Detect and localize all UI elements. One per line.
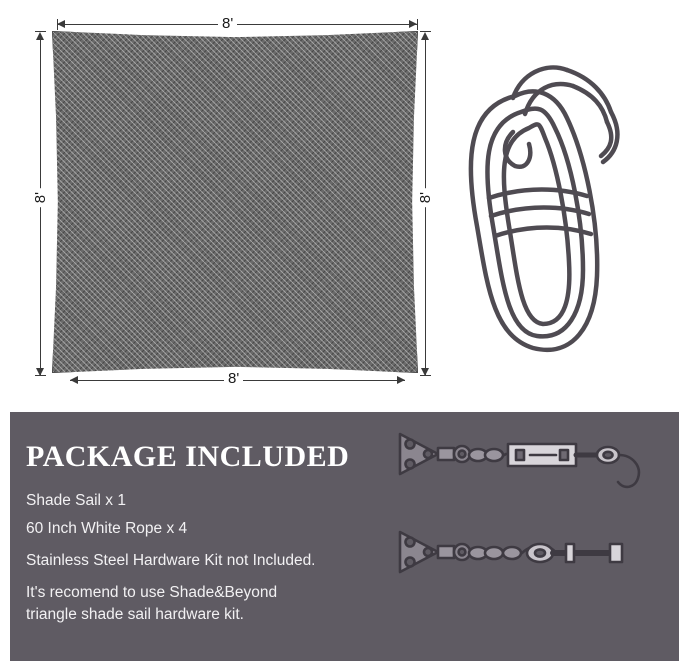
dimension-arrow-right-top xyxy=(421,32,429,40)
dimension-arrow-top-left xyxy=(57,20,65,28)
dimension-label-bottom: 8' xyxy=(224,371,243,386)
package-title: PACKAGE INCLUDED xyxy=(26,440,350,473)
dimension-label-top: 8' xyxy=(218,16,237,31)
turnbuckle-hardware-icon xyxy=(370,422,670,652)
package-line-2: 60 Inch White Rope x 4 xyxy=(26,520,188,537)
dimension-tick-left-bottom xyxy=(35,375,46,376)
dimension-label-left: 8' xyxy=(33,188,48,207)
dimension-tick-right-top xyxy=(420,31,431,32)
dimension-tick-top-right xyxy=(417,19,418,30)
package-line-3: Stainless Steel Hardware Kit not Included. xyxy=(26,552,316,569)
package-line-4: It's recomend to use Shade&Beyond xyxy=(26,584,278,601)
dimension-label-right: 8' xyxy=(418,188,433,207)
dimension-tick-left-top xyxy=(35,31,46,32)
package-line-5: triangle shade sail hardware kit. xyxy=(26,606,244,623)
shade-sail-mesh-icon xyxy=(52,31,418,373)
dimension-tick-right-bottom xyxy=(420,375,431,376)
dimension-arrow-left-top xyxy=(36,32,44,40)
shade-sail-illustration xyxy=(52,31,418,373)
package-line-1: Shade Sail x 1 xyxy=(26,492,126,509)
dimension-arrow-top-right xyxy=(409,20,417,28)
dimension-arrow-bottom-right xyxy=(397,376,405,384)
package-included-panel xyxy=(0,410,679,661)
dimension-tick-top-left xyxy=(57,19,58,30)
dimension-arrow-bottom-left xyxy=(70,376,78,384)
coiled-rope-icon xyxy=(455,36,655,366)
